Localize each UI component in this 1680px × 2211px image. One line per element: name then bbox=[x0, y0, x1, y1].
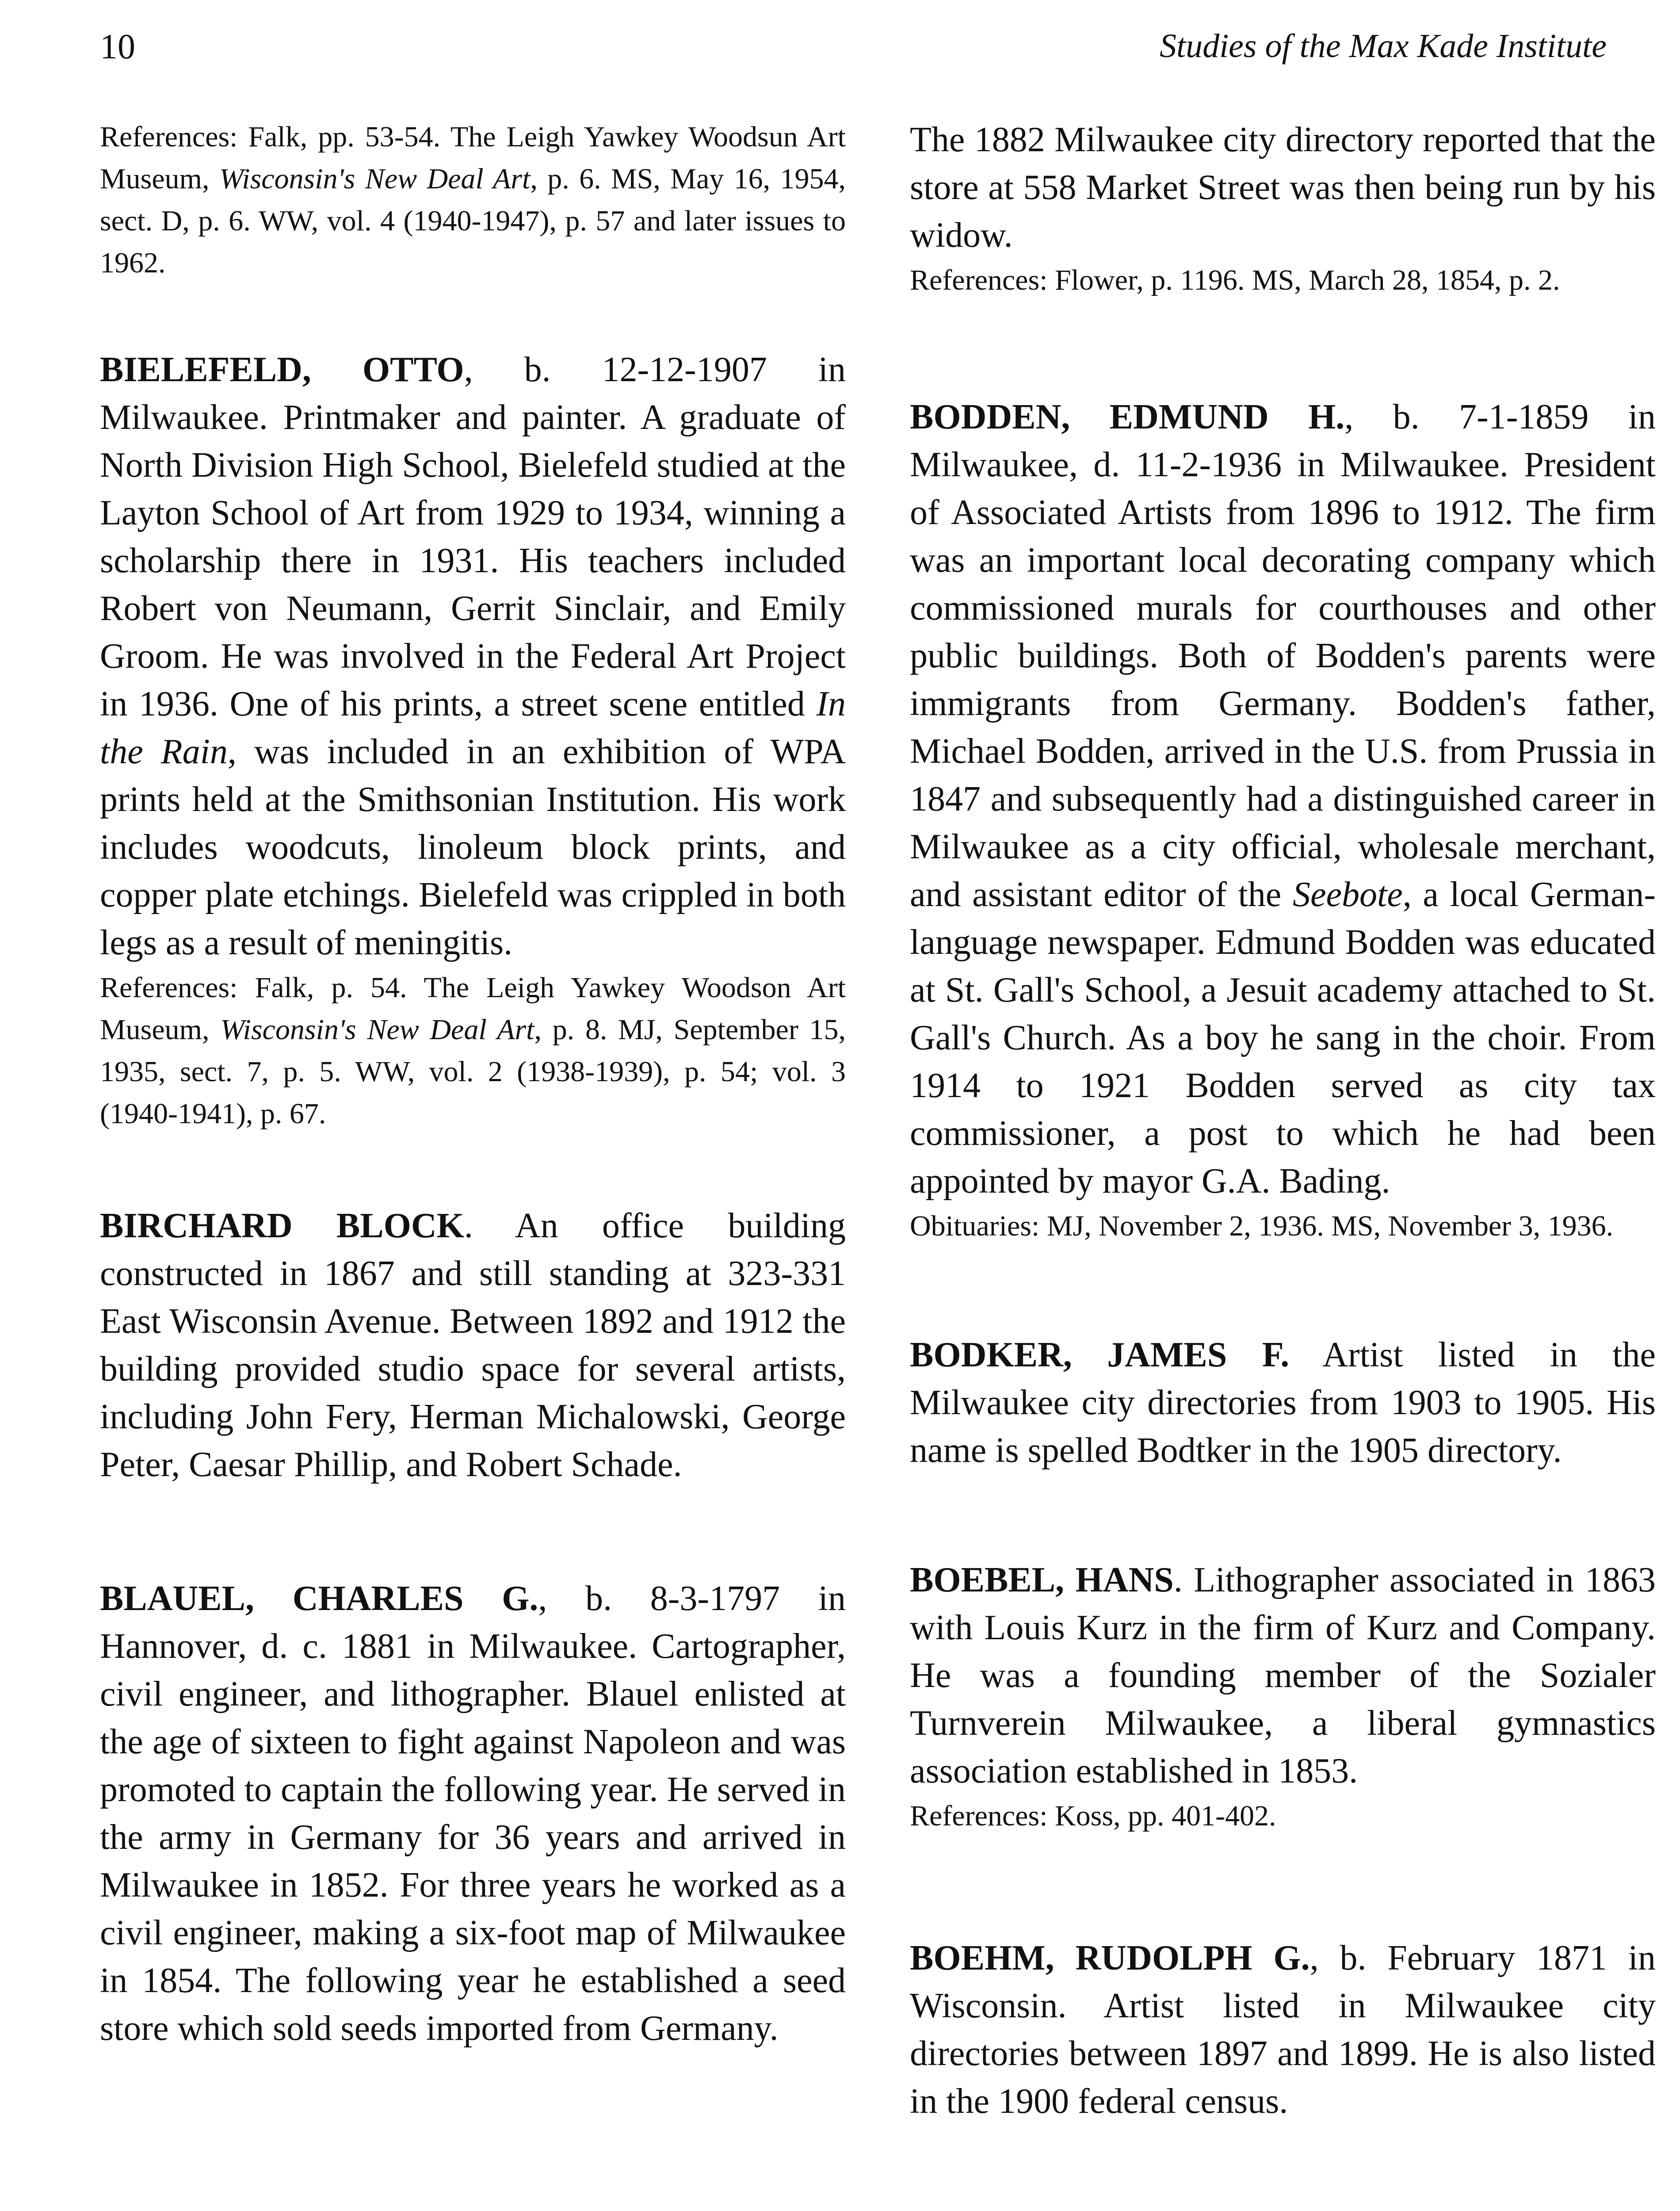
entry-heading: BIRCHARD BLOCK bbox=[100, 1206, 464, 1245]
entry-blauel bbox=[100, 1575, 846, 2052]
entry-body: BODKER, JAMES F. Artist listed in the Milwaukee city directories from 1903 to 1905. His name is spelled Bodtker in the 1905 directory. bbox=[910, 1335, 1656, 1470]
entry-boebel bbox=[910, 1556, 1656, 1837]
entry-body: BODDEN, EDMUND H., b. 7-1-1859 in Milwaukee, d. 11-2-1936 in Milwaukee. President of Associated Artists from 1896 to 1912. The firm was an important local decorating company which commissioned murals for courthouses and other public buildings. Both of Bodden's parents were immigrants from Germany. Bodden's father, Michael Bodden, arrived in the U.S. from Prussia in 1847 and subsequently had a distinguished career in Milwaukee as a city official, wholesale merchant, and assistant editor of the Seebote, a local German-language newspaper. Edmund Bodden was educated at St. Gall's School, a Jesuit academy attached to St. Gall's Church. As a boy he sang in the choir. From 1914 to 1921 Bodden served as city tax commissioner, a post to which he had been appointed by mayor G.A. Bading. bbox=[910, 398, 1656, 1201]
entry-birchard-block bbox=[100, 1202, 846, 1488]
obituaries-text: Obituaries: MJ, November 2, 1936. MS, November 3, 1936. bbox=[910, 1210, 1614, 1242]
entry-body: BIRCHARD BLOCK. An office building constructed in 1867 and still standing at 323-331 East Wisconsin Avenue. Between 1892 and 1912 the building provided studio space for several artists, including John Fery, Herman Michalowski, George Peter, Caesar Phillip, and Robert Schade. bbox=[100, 1206, 846, 1484]
entry-bodker bbox=[910, 1331, 1656, 1474]
references-text: References: Koss, pp. 401-402. bbox=[910, 1800, 1276, 1832]
entry-heading: BODDEN, EDMUND H. bbox=[910, 398, 1345, 436]
entry-blauel-continued bbox=[910, 116, 1656, 301]
entry-boehm bbox=[910, 1934, 1656, 2125]
entry-heading: BOEHM, RUDOLPH G. bbox=[910, 1939, 1310, 1978]
references-text: References: Flower, p. 1196. MS, March 28, 1854, p. 2. bbox=[910, 264, 1560, 296]
left-column bbox=[100, 116, 846, 2052]
references-text: References: Falk, pp. 53-54. The Leigh Yawkey Woodsun Art Museum, Wisconsin's New Deal Art, p. 6. MS, May 16, 1954, sect. D, p. 6. WW, vol. 4 (1940-1947), p. 57 and later issues to 1962. bbox=[100, 121, 846, 279]
entry-body: The 1882 Milwaukee city directory reported that the store at 558 Market Street was then being run by his widow. bbox=[910, 120, 1656, 255]
entry-body: BLAUEL, CHARLES G., b. 8-3-1797 in Hannover, d. c. 1881 in Milwaukee. Cartographer, civil engineer, and lithographer. Blauel enlisted at the age of sixteen to fight against Napoleon and was promoted to captain the following year. He served in the army in Germany for 36 years and arrived in Milwaukee in 1852. For three years he worked as a civil engineer, making a six-foot map of Milwaukee in 1854. The following year he established a seed store which sold seeds imported from Germany. bbox=[100, 1579, 846, 2048]
entry-body: BOEBEL, HANS. Lithographer associated in 1863 with Louis Kurz in the firm of Kurz and Company. He was a founding member of the Sozialer Turnverein Milwaukee, a liberal gymnastics association established in 1853. bbox=[910, 1561, 1656, 1790]
page-number: 10 bbox=[100, 27, 135, 66]
entry-yawkey-references bbox=[100, 116, 846, 284]
references-text: References: Falk, p. 54. The Leigh Yawkey Woodson Art Museum, Wisconsin's New Deal Art, p. 8. MJ, September 15, 1935, sect. 7, p. 5. WW, vol. 2 (1938-1939), p. 54; vol. 3 (1940-1941), p. 67. bbox=[100, 972, 846, 1130]
running-header: Studies of the Max Kade Institute bbox=[1159, 27, 1607, 65]
entry-bodden bbox=[910, 393, 1656, 1247]
entry-heading: BODKER, JAMES F. bbox=[910, 1335, 1290, 1374]
entry-body: BOEHM, RUDOLPH G., b. February 1871 in Wisconsin. Artist listed in Milwaukee city directories between 1897 and 1899. He is also listed in the 1900 federal census. bbox=[910, 1939, 1656, 2121]
right-column bbox=[910, 116, 1656, 2125]
entry-heading: BOEBEL, HANS bbox=[910, 1561, 1174, 1599]
entry-bielefeld bbox=[100, 346, 846, 1135]
entry-heading: BLAUEL, CHARLES G. bbox=[100, 1579, 538, 1618]
entry-heading: BIELEFELD, OTTO bbox=[100, 350, 464, 389]
entry-body: BIELEFELD, OTTO, b. 12-12-1907 in Milwaukee. Printmaker and painter. A graduate of North Division High School, Bielefeld studied at the Layton School of Art from 1929 to 1934, winning a scholarship there in 1931. His teachers included Robert von Neumann, Gerrit Sinclair, and Emily Groom. He was involved in the Federal Art Project in 1936. One of his prints, a street scene entitled In the Rain, was included in an exhibition of WPA prints held at the Smithsonian Institution. His work includes woodcuts, linoleum block prints, and copper plate etchings. Bielefeld was crippled in both legs as a result of meningitis. bbox=[100, 350, 846, 962]
